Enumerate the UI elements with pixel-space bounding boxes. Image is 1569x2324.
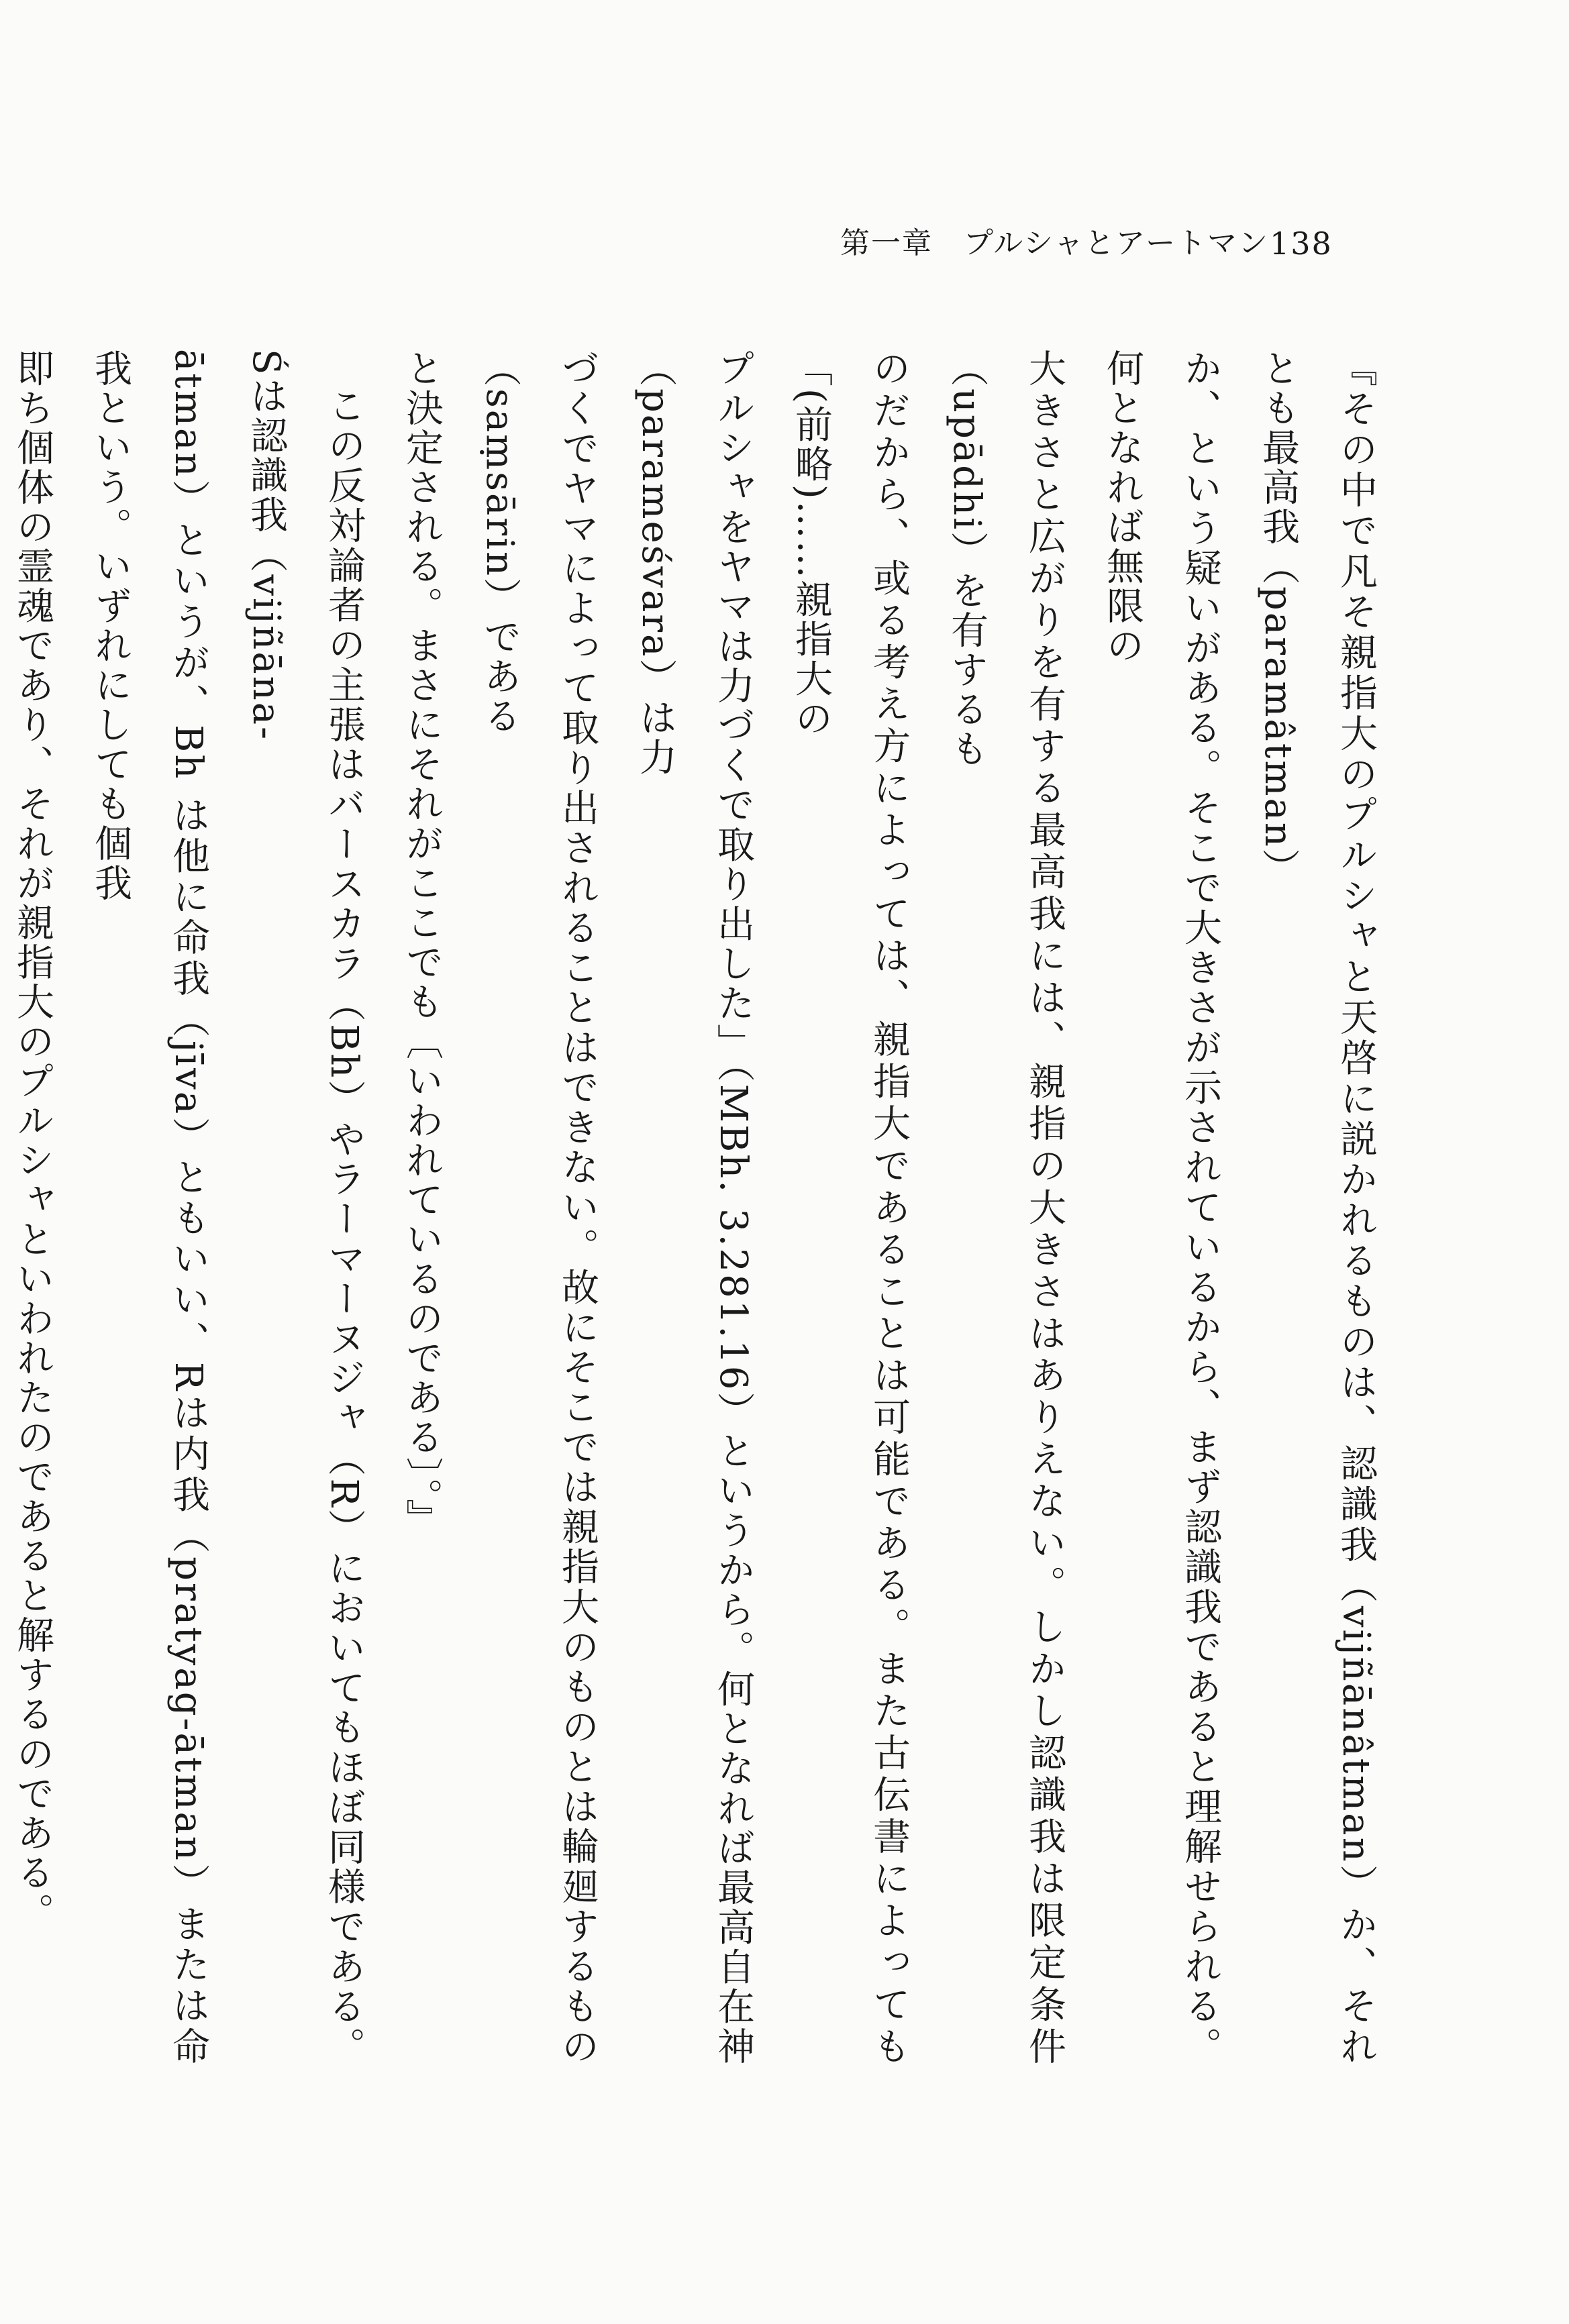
text-line: 即ち個体の霊魂であり、それが親指大のプルシャといわれたのであると解するのである。	[11, 349, 54, 1932]
text-line: ātman）というが、Bh は他に命我（jīva）ともいい、Rは内我（pratyag-ātman）または命我という。いずれにしても個我	[89, 349, 210, 2066]
chapter-title: 第一章 プルシャとアートマン	[840, 226, 1269, 260]
text-line: か、という疑いがある。そこで大きさが示されているから、まず認識我であると理解せられる。何となれば無限の	[1101, 349, 1222, 2066]
running-head	[840, 213, 1377, 274]
text-line: と決定される。まさにそれがここでも〔いわれているのである〕。』	[400, 349, 444, 1538]
text-line: 『その中で凡そ親指大のプルシャと天啓に説かれるものは、認識我（vijñānâtman）か、それとも最高我（paramâtman）	[1256, 349, 1378, 2066]
page-number: 138	[1270, 225, 1333, 262]
text-line: プルシャをヤマは力づくで取り出した」（MBh. 3.281.16）というから。何となれば最高自在神（parameśvara）は力	[634, 349, 755, 2066]
text-line: この反対論者の主張はバースカラ（Bh）やラーマーヌジャ（R）においてもほぼ同様である。Śは認識我（vijñāna-	[244, 349, 366, 2066]
text-line: づくでヤマによって取り出されることはできない。故にそこでは親指大のものとは輪廻するもの（saṃsārin）である	[478, 349, 599, 2066]
body-text	[11, 349, 1395, 2066]
text-line: 大きさと広がりを有する最高我には、親指の大きさはありえない。しかし認識我は限定条件（upādhi）を有するも	[945, 349, 1066, 2066]
text-line: のだから、或る考え方によっては、親指大であることは可能である。また古伝書によっても「(前略)……親指大の	[789, 349, 911, 2066]
